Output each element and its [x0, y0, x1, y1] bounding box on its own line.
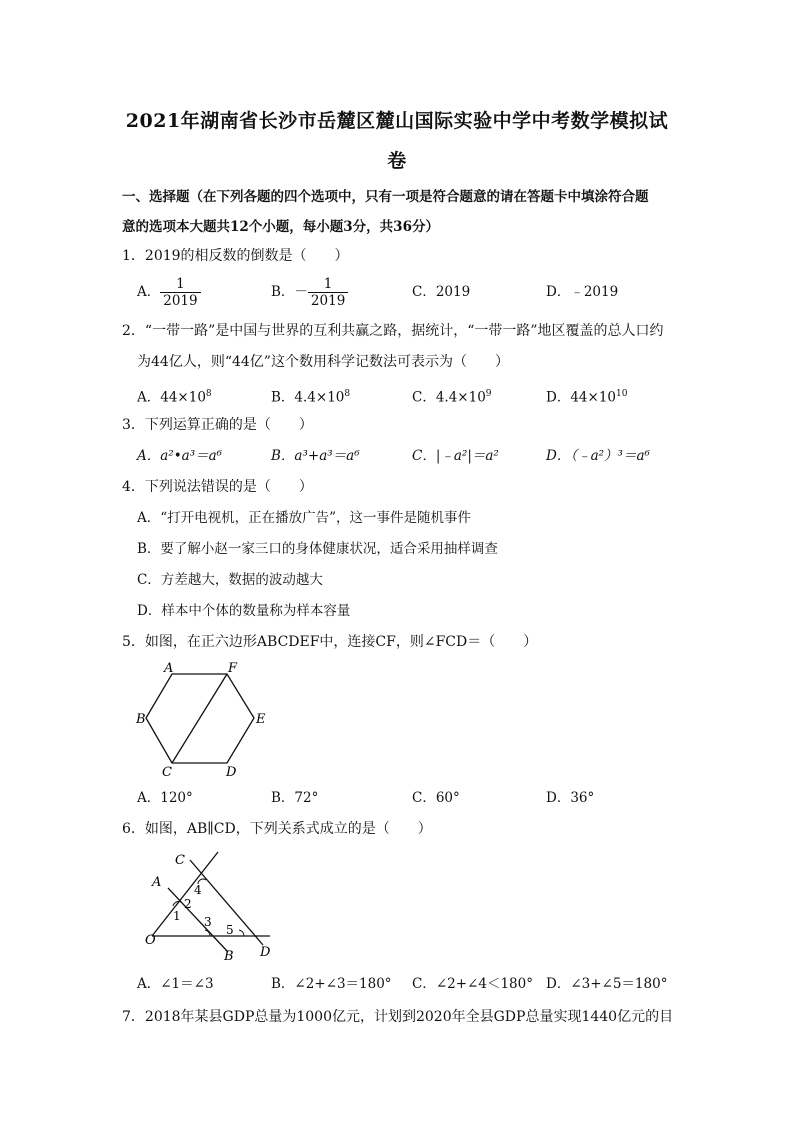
question-3-option-a: A．a²•a³＝a⁶ — [137, 448, 223, 464]
question-6-option-b: B．∠2+∠3＝180° — [271, 976, 392, 992]
question-6-stem: 6．如图，AB∥CD，下列关系式成立的是（ ） — [122, 821, 432, 837]
question-2-option-a: A．$44\times 10^8$ — [137, 389, 212, 406]
label-e: E — [256, 712, 266, 727]
question-3-option-d: D．（﹣a²）³＝a⁶ — [546, 448, 650, 464]
question-4-option-c: C．方差越大，数据的波动越大 — [137, 572, 323, 588]
question-5-option-d: D．36° — [546, 790, 595, 806]
question-2-line1: 2．“一带一路”是中国与世界的互利共赢之路，据统计，“一带一路”地区覆盖的总人口约 — [122, 323, 664, 339]
question-1-stem: 1．2019的相反数的倒数是（ ） — [122, 248, 349, 264]
label-b: B — [136, 712, 146, 727]
angle-3-label: 3 — [204, 915, 212, 929]
label-b: B — [224, 949, 234, 964]
question-5-option-a: A．120° — [137, 790, 193, 806]
question-3-option-b: B．a³+a³＝a⁶ — [271, 448, 360, 464]
label-a: A — [164, 661, 174, 676]
question-1-option-a: A． $\frac{1}{2019}$ — [137, 276, 201, 309]
question-6-option-c: C．∠2+∠4＜180° — [412, 976, 533, 992]
question-4-option-a: A．“打开电视机，正在播放广告”，这一事件是随机事件 — [137, 510, 472, 526]
hexagon-figure — [134, 660, 274, 780]
label-a: A — [152, 875, 162, 890]
question-4-stem: 4．下列说法错误的是（ ） — [122, 479, 313, 495]
question-2-option-c: C．$4.4\times 10^9$ — [412, 389, 492, 406]
question-2-line2: 为44亿人，则“44亿”这个数用科学记数法可表示为（ ） — [137, 354, 509, 370]
question-3-stem: 3．下列运算正确的是（ ） — [122, 417, 313, 433]
parallel-lines-figure — [140, 846, 275, 966]
question-2-option-b: B．$4.4\times 10^8$ — [271, 389, 351, 406]
question-1-option-c: C．2019 — [412, 284, 471, 300]
question-2-option-d: D．$44\times 10^{10}$ — [546, 389, 628, 406]
question-4-option-b: B．要了解小赵一家三口的身体健康状况，适合采用抽样调查 — [137, 541, 498, 557]
question-1-option-d: D．﹣2019 — [546, 284, 619, 300]
angle-1-label: 1 — [173, 909, 181, 923]
question-4-option-d: D．样本中个体的数量称为样本容量 — [137, 603, 351, 619]
question-7-line1: 7．2018年某县GDP总量为1000亿元，计划到2020年全县GDP总量实现1440亿元的目 — [122, 1009, 674, 1025]
label-c: C — [162, 765, 172, 780]
question-6-option-d: D．∠3+∠5＝180° — [546, 976, 668, 992]
exam-title-line1: 2021年湖南省长沙市岳麓区麓山国际实验中学中考数学模拟试 — [125, 110, 669, 132]
question-3-option-c: C．|﹣a²|＝a² — [412, 448, 499, 464]
label-c: C — [175, 853, 185, 868]
section-heading-line1: 一、选择题（在下列各题的四个选项中，只有一项是符合题意的请在答题卡中填涂符合题 — [122, 189, 649, 205]
angle-4-label: 4 — [194, 883, 202, 897]
exam-title-line2: 卷 — [387, 150, 407, 172]
question-5-stem: 5．如图，在正六边形ABCDEF中，连接CF，则∠FCD＝（ ） — [122, 634, 538, 650]
label-f: F — [228, 661, 238, 676]
label-o: O — [145, 933, 156, 948]
label-d: D — [260, 945, 271, 960]
section-heading-line2: 意的选项本大题共12个小题，每小题3分，共36分） — [122, 219, 439, 235]
question-5-option-b: B．72° — [271, 790, 319, 806]
segment-cf — [172, 674, 227, 763]
question-5-option-c: C．60° — [412, 790, 460, 806]
angle-5-label: 5 — [226, 923, 234, 937]
question-1-option-b: B．－ $\frac{1}{2019}$ — [271, 276, 348, 309]
question-6-option-a: A．∠1＝∠3 — [137, 976, 214, 992]
angle-2-label: 2 — [184, 897, 192, 911]
label-d: D — [226, 765, 237, 780]
